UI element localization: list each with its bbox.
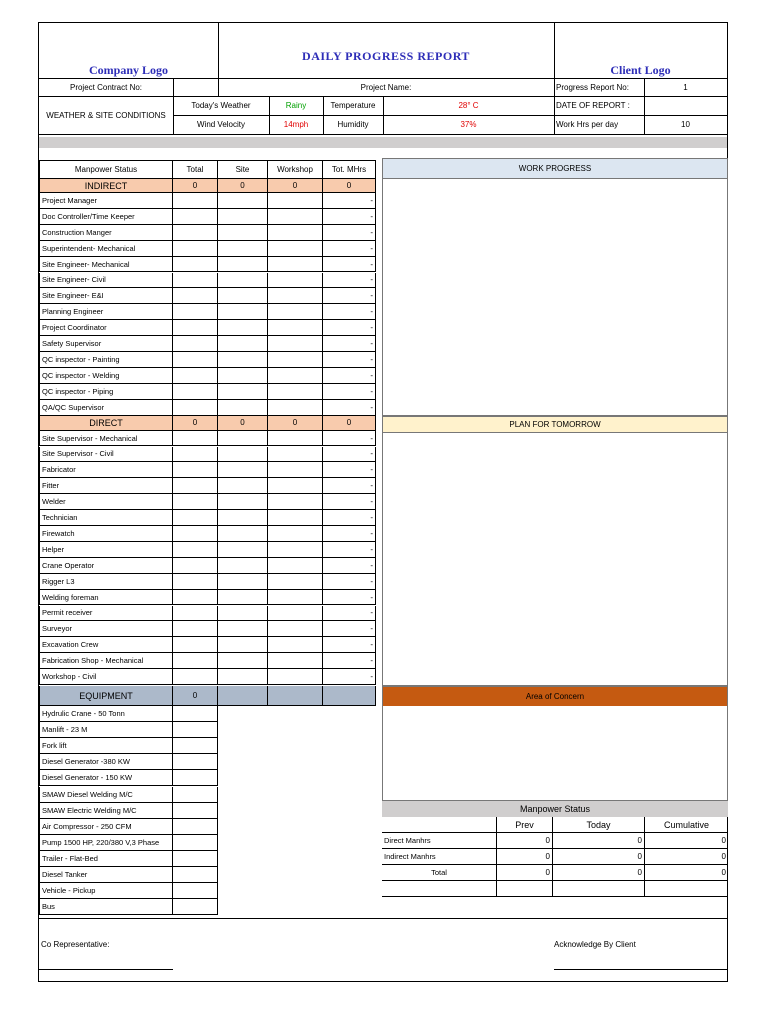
- manpower-row-label: Site Engineer- E&I: [39, 288, 173, 304]
- manpower-header-cell: Site: [218, 160, 268, 179]
- tot-mhrs-value: -: [323, 304, 376, 320]
- temperature-label: Temperature: [330, 101, 376, 110]
- tot-mhrs-value: -: [323, 193, 376, 209]
- manpower-row-label: Superintendent- Mechanical: [39, 241, 173, 257]
- manpower-cell: [173, 574, 218, 590]
- manpower-row-label: Welder: [39, 494, 173, 510]
- manpower-cell: [268, 225, 323, 241]
- manpower-header-cell: Manpower Status: [39, 160, 173, 179]
- equipment-row-cell: [173, 706, 218, 722]
- summary-empty-row: [382, 881, 496, 897]
- equipment-row-cell: [173, 851, 218, 867]
- manpower-cell: [218, 590, 268, 606]
- equipment-section-cell: [268, 686, 323, 706]
- manpower-row-label: Safety Supervisor: [39, 336, 173, 352]
- manpower-cell: [218, 257, 268, 273]
- equipment-row-label: Air Compressor - 250 CFM: [39, 819, 173, 835]
- equipment-section-cell: [218, 686, 268, 706]
- manpower-row-label: Rigger L3: [39, 574, 173, 590]
- manpower-cell: [218, 510, 268, 526]
- summary-empty-cell: [644, 881, 728, 897]
- manpower-cell: [268, 336, 323, 352]
- manpower-cell: [173, 400, 218, 416]
- manpower-cell: [268, 653, 323, 669]
- tot-mhrs-value: -: [323, 352, 376, 368]
- summary-value: 0: [496, 833, 552, 849]
- indirect-section-value: 0: [173, 179, 218, 193]
- manpower-cell: [268, 590, 323, 606]
- tot-mhrs-value: -: [323, 336, 376, 352]
- manpower-row-label: Fabricator: [39, 462, 173, 478]
- manpower-cell: [268, 368, 323, 384]
- manpower-cell: [268, 462, 323, 478]
- todays-weather-label: Today's Weather: [191, 101, 251, 110]
- manpower-cell: [218, 637, 268, 653]
- manpower-row-label: Fabrication Shop - Mechanical: [39, 653, 173, 669]
- manpower-row-label: QC inspector - Painting: [39, 352, 173, 368]
- manpower-cell: [173, 209, 218, 225]
- direct-section-label: DIRECT: [39, 416, 173, 431]
- manpower-cell: [268, 400, 323, 416]
- summary-empty-cell: [496, 881, 552, 897]
- wind-velocity-value: 14mph: [283, 120, 309, 129]
- equipment-section-label: EQUIPMENT: [39, 686, 173, 706]
- manpower-cell: [218, 320, 268, 336]
- manpower-cell: [268, 288, 323, 304]
- summary-value: 0: [644, 865, 728, 881]
- manpower-cell: [173, 384, 218, 400]
- manpower-cell: [218, 478, 268, 494]
- manpower-row-label: Project Manager: [39, 193, 173, 209]
- equipment-row-label: Hydrulic Crane - 50 Tonn: [39, 706, 173, 722]
- summary-col-header: Today: [552, 817, 644, 833]
- manpower-cell: [218, 241, 268, 257]
- manpower-cell: [173, 225, 218, 241]
- manpower-cell: [268, 273, 323, 289]
- tot-mhrs-value: -: [323, 462, 376, 478]
- tot-mhrs-value: -: [323, 637, 376, 653]
- equipment-row-cell: [173, 770, 218, 786]
- manpower-cell: [268, 526, 323, 542]
- manpower-cell: [218, 669, 268, 685]
- plan-tomorrow-header: PLAN FOR TOMORROW: [383, 417, 727, 433]
- tot-mhrs-value: -: [323, 257, 376, 273]
- manpower-cell: [268, 574, 323, 590]
- manpower-header-cell: Workshop: [268, 160, 323, 179]
- equipment-row-label: Vehicle - Pickup: [39, 883, 173, 899]
- direct-section-value: 0: [218, 416, 268, 431]
- manpower-cell: [218, 621, 268, 637]
- todays-weather-value: Rainy: [285, 101, 307, 110]
- manpower-cell: [218, 574, 268, 590]
- tot-mhrs-value: -: [323, 384, 376, 400]
- manpower-row-label: Crane Operator: [39, 558, 173, 574]
- temperature-value: 28° C: [458, 101, 479, 110]
- manpower-cell: [173, 320, 218, 336]
- manpower-cell: [268, 510, 323, 526]
- manpower-cell: [173, 478, 218, 494]
- tot-mhrs-value: -: [323, 574, 376, 590]
- tot-mhrs-value: -: [323, 669, 376, 685]
- manpower-cell: [173, 526, 218, 542]
- manpower-row-label: Construction Manger: [39, 225, 173, 241]
- manpower-row-label: Fitter: [39, 478, 173, 494]
- work-progress-header: WORK PROGRESS: [383, 159, 727, 179]
- manpower-cell: [218, 352, 268, 368]
- manpower-cell: [268, 558, 323, 574]
- summary-value: 0: [552, 833, 644, 849]
- manpower-cell: [218, 400, 268, 416]
- manpower-cell: [218, 462, 268, 478]
- summary-value: 0: [644, 833, 728, 849]
- acknowledge-label: Acknowledge By Client: [554, 939, 636, 949]
- manpower-row-label: Workshop - Civil: [39, 669, 173, 685]
- manpower-cell: [218, 558, 268, 574]
- equipment-row-cell: [173, 754, 218, 770]
- manpower-cell: [218, 447, 268, 463]
- manpower-cell: [218, 225, 268, 241]
- equipment-row-cell: [173, 835, 218, 851]
- manpower-cell: [173, 241, 218, 257]
- work-progress-panel: [382, 158, 728, 416]
- manpower-cell: [173, 193, 218, 209]
- equipment-row-label: Diesel Tanker: [39, 867, 173, 883]
- tot-mhrs-value: -: [323, 273, 376, 289]
- equipment-row-cell: [173, 803, 218, 819]
- manpower-cell: [173, 257, 218, 273]
- tot-mhrs-value: -: [323, 447, 376, 463]
- manpower-cell: [268, 304, 323, 320]
- equipment-row-label: Manlift - 23 M: [39, 722, 173, 738]
- tot-mhrs-value: -: [323, 590, 376, 606]
- manpower-cell: [173, 669, 218, 685]
- manpower-row-label: Planning Engineer: [39, 304, 173, 320]
- tot-mhrs-value: -: [323, 558, 376, 574]
- humidity-value: 37%: [460, 120, 477, 129]
- manpower-cell: [173, 606, 218, 622]
- manpower-row-label: QC inspector - Piping: [39, 384, 173, 400]
- equipment-section-value: 0: [173, 686, 218, 706]
- equipment-row-cell: [173, 722, 218, 738]
- tot-mhrs-value: -: [323, 431, 376, 447]
- manpower-row-label: Site Supervisor - Civil: [39, 447, 173, 463]
- manpower-cell: [218, 431, 268, 447]
- date-of-report-label: DATE OF REPORT :: [556, 101, 630, 110]
- summary-row-label: Total: [382, 865, 496, 881]
- equipment-row-cell: [173, 899, 218, 915]
- indirect-section-value: 0: [218, 179, 268, 193]
- manpower-row-label: Welding foreman: [39, 590, 173, 606]
- client-logo: Client Logo: [610, 63, 671, 77]
- equipment-row-cell: [173, 867, 218, 883]
- manpower-cell: [173, 637, 218, 653]
- manpower-row-label: Firewatch: [39, 526, 173, 542]
- tot-mhrs-value: -: [323, 209, 376, 225]
- direct-section-value: 0: [268, 416, 323, 431]
- manpower-cell: [268, 621, 323, 637]
- tot-mhrs-value: -: [323, 526, 376, 542]
- progress-report-label: Progress Report No:: [556, 82, 629, 92]
- manpower-row-label: Site Engineer- Mechanical: [39, 257, 173, 273]
- manpower-cell: [173, 447, 218, 463]
- project-name-label: Project Name:: [360, 82, 412, 92]
- manpower-cell: [218, 273, 268, 289]
- acknowledge-signature-line: [554, 969, 727, 970]
- indirect-section-value: 0: [268, 179, 323, 193]
- manpower-cell: [173, 494, 218, 510]
- project-contract-label: Project Contract No:: [69, 82, 143, 92]
- manpower-cell: [173, 304, 218, 320]
- progress-report-no: 1: [683, 82, 688, 92]
- manpower-cell: [218, 653, 268, 669]
- tot-mhrs-value: -: [323, 542, 376, 558]
- manpower-cell: [218, 304, 268, 320]
- manpower-cell: [173, 653, 218, 669]
- manpower-cell: [218, 384, 268, 400]
- manpower-cell: [173, 542, 218, 558]
- manpower-cell: [218, 193, 268, 209]
- manpower-row-label: QC inspector - Welding: [39, 368, 173, 384]
- tot-mhrs-value: -: [323, 225, 376, 241]
- area-of-concern-header: Area of Concern: [383, 687, 727, 706]
- manpower-cell: [218, 368, 268, 384]
- manpower-cell: [268, 193, 323, 209]
- plan-tomorrow-panel: [382, 416, 728, 686]
- manpower-row-label: Surveyor: [39, 621, 173, 637]
- summary-value: 0: [644, 849, 728, 865]
- equipment-row-label: Fork lift: [39, 738, 173, 754]
- equipment-row-label: Diesel Generator - 150 KW: [39, 770, 173, 786]
- manpower-cell: [218, 288, 268, 304]
- manpower-cell: [268, 431, 323, 447]
- co-representative-signature-line: [39, 969, 173, 970]
- work-hrs-label: Work Hrs per day: [556, 120, 619, 129]
- equipment-row-label: Pump 1500 HP, 220/380 V,3 Phase: [39, 835, 173, 851]
- indirect-section-label: INDIRECT: [39, 179, 173, 193]
- manpower-row-label: Site Supervisor - Mechanical: [39, 431, 173, 447]
- manpower-status-header: Manpower Status: [382, 801, 728, 817]
- summary-value: 0: [552, 865, 644, 881]
- area-of-concern-panel: [382, 686, 728, 801]
- humidity-label: Humidity: [337, 120, 369, 129]
- equipment-row-cell: [173, 738, 218, 754]
- tot-mhrs-value: -: [323, 320, 376, 336]
- manpower-cell: [173, 621, 218, 637]
- manpower-row-label: Excavation Crew: [39, 637, 173, 653]
- manpower-cell: [268, 320, 323, 336]
- co-representative-label: Co Representative:: [41, 939, 110, 949]
- manpower-cell: [173, 590, 218, 606]
- tot-mhrs-value: -: [323, 510, 376, 526]
- manpower-cell: [268, 257, 323, 273]
- manpower-cell: [268, 606, 323, 622]
- manpower-header-cell: Total: [173, 160, 218, 179]
- manpower-cell: [173, 368, 218, 384]
- equipment-row-label: Bus: [39, 899, 173, 915]
- manpower-cell: [268, 637, 323, 653]
- equipment-row-label: Diesel Generator -380 KW: [39, 754, 173, 770]
- manpower-cell: [218, 494, 268, 510]
- summary-col-header: Prev: [496, 817, 552, 833]
- manpower-row-label: Site Engineer- Civil: [39, 273, 173, 289]
- wind-velocity-label: Wind Velocity: [196, 120, 246, 129]
- tot-mhrs-value: -: [323, 368, 376, 384]
- manpower-cell: [173, 558, 218, 574]
- manpower-cell: [218, 336, 268, 352]
- manpower-header-cell: Tot. MHrs: [323, 160, 376, 179]
- manpower-cell: [268, 384, 323, 400]
- manpower-cell: [173, 288, 218, 304]
- tot-mhrs-value: -: [323, 494, 376, 510]
- manpower-cell: [218, 606, 268, 622]
- indirect-section-value: 0: [323, 179, 376, 193]
- manpower-row-label: QA/QC Supervisor: [39, 400, 173, 416]
- tot-mhrs-value: -: [323, 288, 376, 304]
- equipment-row-label: SMAW Diesel Welding M/C: [39, 787, 173, 803]
- manpower-row-label: Helper: [39, 542, 173, 558]
- equipment-section-cell: [323, 686, 376, 706]
- manpower-row-label: Permit receiver: [39, 606, 173, 622]
- manpower-cell: [268, 478, 323, 494]
- weather-site-label: WEATHER & SITE CONDITIONS: [46, 110, 166, 120]
- summary-row-label: Direct Manhrs: [382, 833, 496, 849]
- manpower-cell: [173, 431, 218, 447]
- tot-mhrs-value: -: [323, 241, 376, 257]
- manpower-cell: [173, 336, 218, 352]
- tot-mhrs-value: -: [323, 478, 376, 494]
- summary-header-blank: [382, 817, 496, 833]
- manpower-cell: [268, 669, 323, 685]
- summary-value: 0: [496, 849, 552, 865]
- manpower-cell: [173, 462, 218, 478]
- summary-value: 0: [552, 849, 644, 865]
- manpower-cell: [218, 209, 268, 225]
- manpower-cell: [173, 352, 218, 368]
- manpower-cell: [218, 542, 268, 558]
- summary-col-header: Cumulative: [644, 817, 728, 833]
- report-title: DAILY PROGRESS REPORT: [302, 49, 470, 63]
- manpower-cell: [218, 526, 268, 542]
- manpower-row-label: Technician: [39, 510, 173, 526]
- summary-empty-cell: [552, 881, 644, 897]
- manpower-cell: [268, 241, 323, 257]
- manpower-cell: [268, 494, 323, 510]
- manpower-row-label: Project Coordinator: [39, 320, 173, 336]
- report-sheet: [38, 22, 728, 982]
- equipment-row-cell: [173, 787, 218, 803]
- manpower-cell: [173, 273, 218, 289]
- direct-section-value: 0: [173, 416, 218, 431]
- manpower-cell: [268, 352, 323, 368]
- equipment-row-cell: [173, 819, 218, 835]
- tot-mhrs-value: -: [323, 606, 376, 622]
- manpower-cell: [173, 510, 218, 526]
- summary-value: 0: [496, 865, 552, 881]
- equipment-row-label: SMAW Electric Welding M/C: [39, 803, 173, 819]
- equipment-row-cell: [173, 883, 218, 899]
- direct-section-value: 0: [323, 416, 376, 431]
- manpower-cell: [268, 542, 323, 558]
- manpower-row-label: Doc Controller/Time Keeper: [39, 209, 173, 225]
- tot-mhrs-value: -: [323, 653, 376, 669]
- work-hrs-value: 10: [681, 120, 690, 129]
- manpower-cell: [268, 447, 323, 463]
- summary-row-label: Indirect Manhrs: [382, 849, 496, 865]
- company-logo: Company Logo: [88, 63, 168, 77]
- separator-bar: [39, 137, 727, 148]
- equipment-row-label: Trailer - Flat-Bed: [39, 851, 173, 867]
- manpower-cell: [268, 209, 323, 225]
- tot-mhrs-value: -: [323, 400, 376, 416]
- tot-mhrs-value: -: [323, 621, 376, 637]
